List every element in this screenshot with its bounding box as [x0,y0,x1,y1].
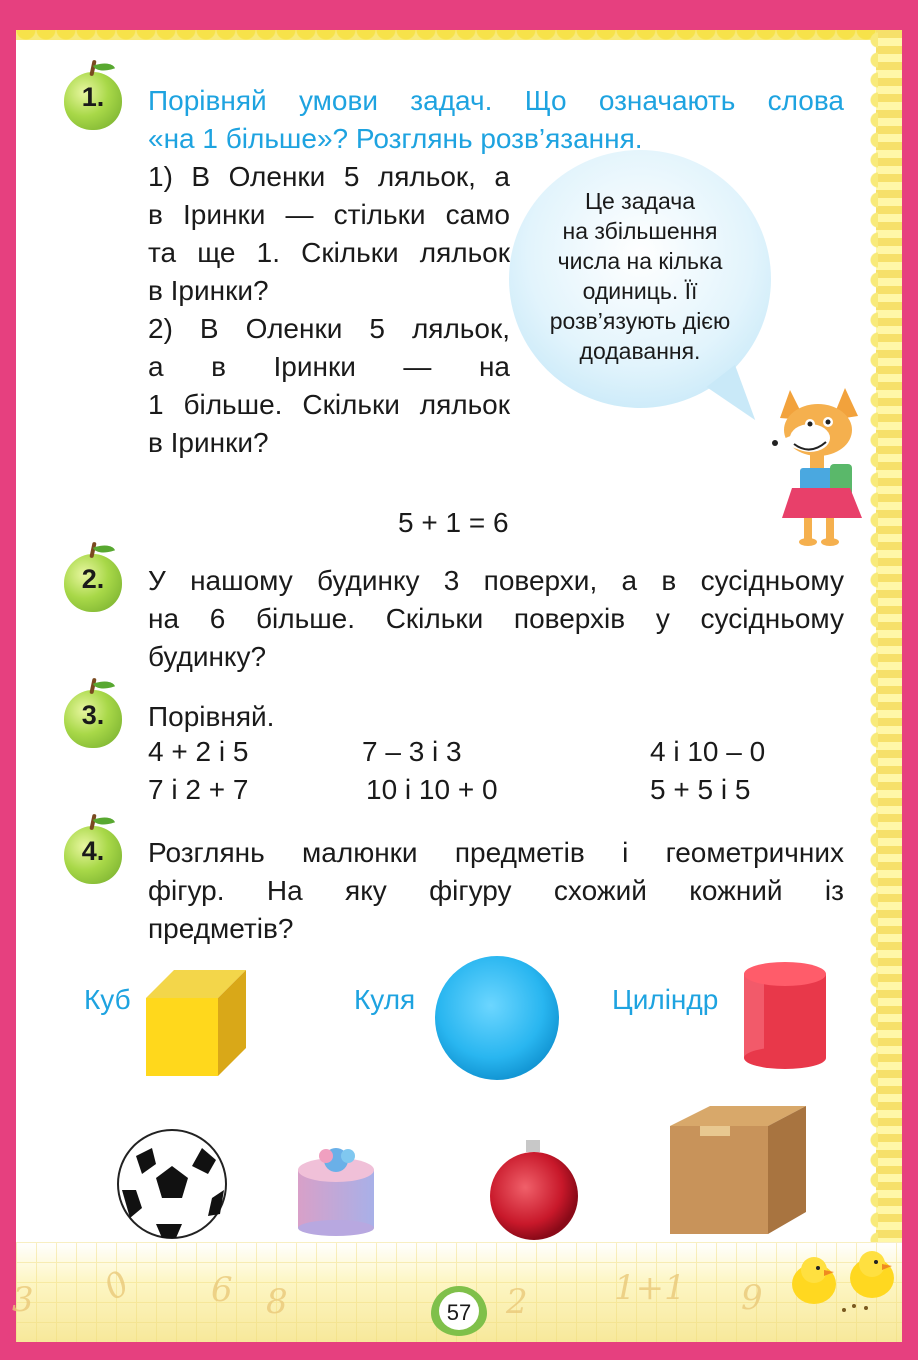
decorative-digit: 2 [506,1282,528,1322]
comparison-item: 4 + 2 і 5 [148,736,249,767]
cube-shape [146,970,248,1076]
task1-solution: 5 + 1 = 6 [398,507,509,538]
right-border [876,30,902,1342]
task-number-apple [60,676,126,750]
task-number: 1. [81,82,105,112]
cardboard-box-image [670,1104,808,1236]
sphere-shape [433,954,561,1082]
task-number-apple [60,58,126,132]
gift-box-image [294,1136,380,1236]
task-number-apple [60,540,126,614]
task-number: 2. [81,564,105,594]
decorative-digit: 6 [211,1270,233,1310]
comparison-item: 5 + 5 і 5 [650,774,751,805]
task-number: 3. [81,700,105,730]
decorative-digit: 8 [266,1282,288,1322]
chicks-illustration [784,1248,904,1318]
decorative-digit: 3 [12,1280,34,1320]
decorative-digit: 1+1 [614,1268,686,1308]
cube-label: Куб [84,984,131,1015]
comparison-item: 4 і 10 – 0 [650,736,766,767]
comparison-item: 7 – 3 і 3 [362,736,462,767]
top-scallop [16,30,902,52]
task3-title: Порівняй. [148,701,275,732]
decorative-digit: 9 [741,1278,763,1318]
comparison-item: 7 і 2 + 7 [148,774,249,805]
task1-title: Порівняй умови задач. Що означають слова «на 1 більше»? Розглянь розв’язання. [148,85,844,154]
task-number: 4. [81,836,105,866]
cylinder-label: Циліндр [612,984,719,1015]
task1-problem1: 1) В Оленки 5 ляльок, а в Іринки — стільки само та ще 1. Скільки ляльок в Іринки? [148,161,510,306]
soccer-ball-image [116,1128,228,1240]
page-number: 57 [446,1300,472,1325]
task2-text: У нашому будинку 3 поверхи, а в сусідньому на 6 більше. Скільки поверхів у сусідньому будинку? [148,565,844,672]
sphere-label: Куля [354,984,416,1015]
task-number-apple [60,812,126,886]
task4-text: Розглянь малюнки предметів і геометричних фігур. На яку фігуру схожий кожний із предметів? [148,837,844,944]
christmas-ornament-image [488,1136,580,1240]
page-number-leaf [431,1286,487,1336]
speech-bubble-text: Це задача на збільшення числа на кілька одиниць. Її розв’язують дією додавання. [549,188,731,364]
fox-character-illustration [770,380,880,550]
comparison-item: 10 і 10 + 0 [366,774,498,805]
task1-problem2: 2) В Оленки 5 ляльок, а в Іринки — на 1 більше. Скільки ляльок в Іринки? [148,313,510,458]
cylinder-shape [742,960,828,1070]
decorative-digit: 0 [97,1263,137,1309]
